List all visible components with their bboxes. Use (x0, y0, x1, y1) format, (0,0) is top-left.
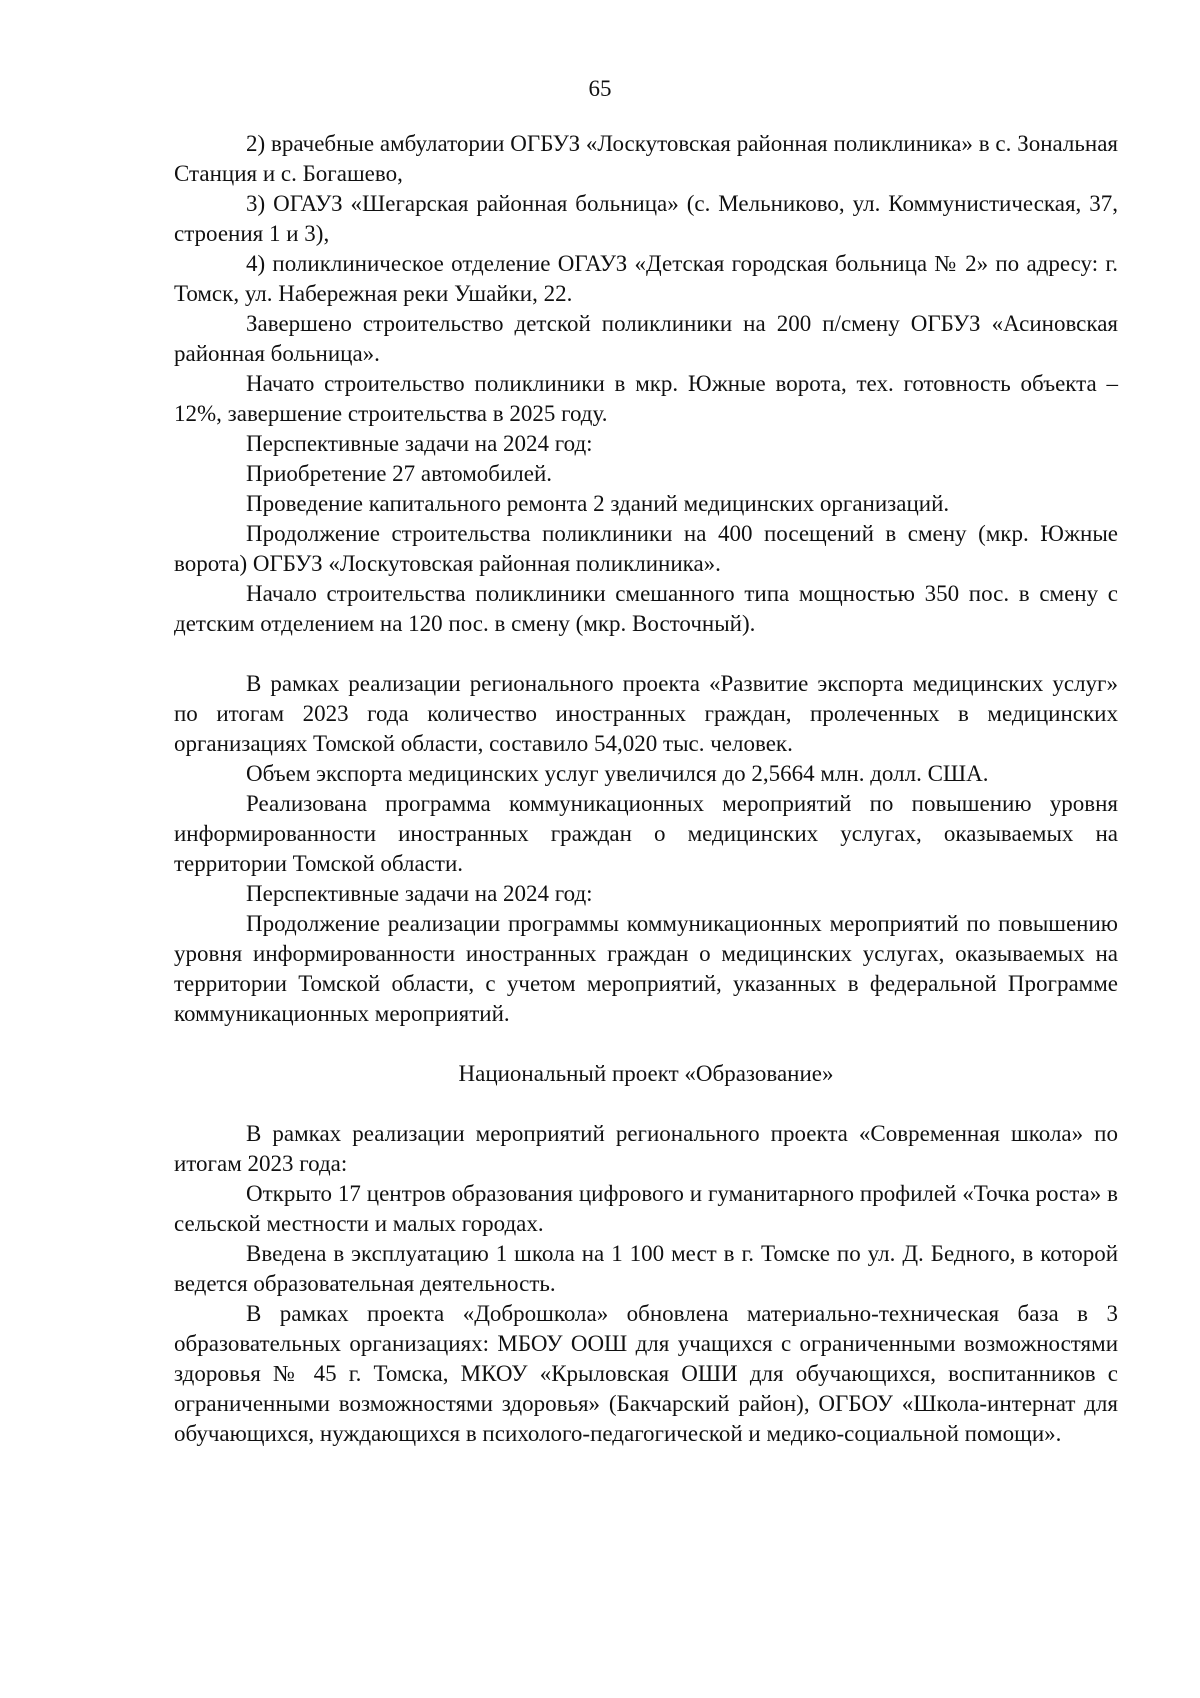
paragraph: Продолжение строительства поликлиники на 400 посещений в смену (мкр. Южные ворота) ОГБУЗ «Лоскутовская районная поликлиника». (174, 521, 1118, 576)
paragraph: Проведение капитального ремонта 2 зданий медицинских организаций. (246, 491, 950, 516)
paragraph: Начало строительства поликлиники смешанного типа мощностью 350 пос. в смену с детским отделением на 120 пос. в смену (мкр. Восточный). (174, 581, 1118, 636)
section-spacer (174, 1029, 1118, 1059)
section-heading: Национальный проект «Образование» (458, 1061, 834, 1086)
paragraph: Приобретение 27 автомобилей. (246, 461, 553, 486)
document-body (174, 129, 1118, 1449)
page-number: 65 (588, 76, 612, 101)
paragraph: В рамках реализации мероприятий регионального проекта «Современная школа» по итогам 2023 года: (174, 1121, 1118, 1176)
paragraph: 4) поликлиническое отделение ОГАУЗ «Детская городская больница № 2» по адресу: г. Томск, ул. Набережная реки Ушайки, 22. (174, 251, 1118, 306)
section-spacer (174, 1089, 1118, 1119)
paragraph: В рамках реализации регионального проекта «Развитие экспорта медицинских услуг» по итогам 2023 года количество иностранных граждан, пролеченных в медицинских организациях Томской области, составило 54,020 тыс. человек. (174, 671, 1118, 756)
paragraph: Перспективные задачи на 2024 год: (246, 431, 593, 456)
paragraph: В рамках проекта «Доброшкола» обновлена материально-техническая база в 3 образовательных организациях: МБОУ ООШ для учащихся с ограниченными возможностями здоровья № 45 г. Томска, МКОУ «Крыловская ОШИ для обучающихся, воспитанников с ограниченными возможностями здоровья» (Бакчарский район), ОГБОУ «Школа-интернат для обучающихся, нуждающихся в психолого-педагогической и медико-социальной помощи». (174, 1301, 1118, 1446)
paragraph: 2) врачебные амбулатории ОГБУЗ «Лоскутовская районная поликлиника» в с. Зональная Станция и с. Богашево, (174, 131, 1118, 186)
paragraph: Продолжение реализации программы коммуникационных мероприятий по повышению уровня информированности иностранных граждан о медицинских услугах, оказываемых на территории Томской области, с учетом мероприятий, указанных в федеральной Программе коммуникационных мероприятий. (174, 911, 1118, 1026)
paragraph: 3) ОГАУЗ «Шегарская районная больница» (с. Мельниково, ул. Коммунистическая, 37, строения 1 и 3), (174, 191, 1118, 246)
paragraph: Завершено строительство детской поликлиники на 200 п/смену ОГБУЗ «Асиновская районная больница». (174, 311, 1118, 366)
paragraph: Начато строительство поликлиники в мкр. Южные ворота, тех. готовность объекта – 12%, завершение строительства в 2025 году. (174, 371, 1118, 426)
paragraph: Перспективные задачи на 2024 год: (246, 881, 593, 906)
paragraph: Объем экспорта медицинских услуг увеличился до 2,5664 млн. долл. США. (246, 761, 989, 786)
section-spacer (174, 639, 1118, 669)
paragraph: Введена в эксплуатацию 1 школа на 1 100 мест в г. Томске по ул. Д. Бедного, в которой ведется образовательная деятельность. (174, 1241, 1118, 1296)
paragraph: Реализована программа коммуникационных мероприятий по повышению уровня информированности иностранных граждан о медицинских услугах, оказываемых на территории Томской области. (174, 791, 1118, 876)
paragraph: Открыто 17 центров образования цифрового и гуманитарного профилей «Точка роста» в сельской местности и малых городах. (174, 1181, 1118, 1236)
